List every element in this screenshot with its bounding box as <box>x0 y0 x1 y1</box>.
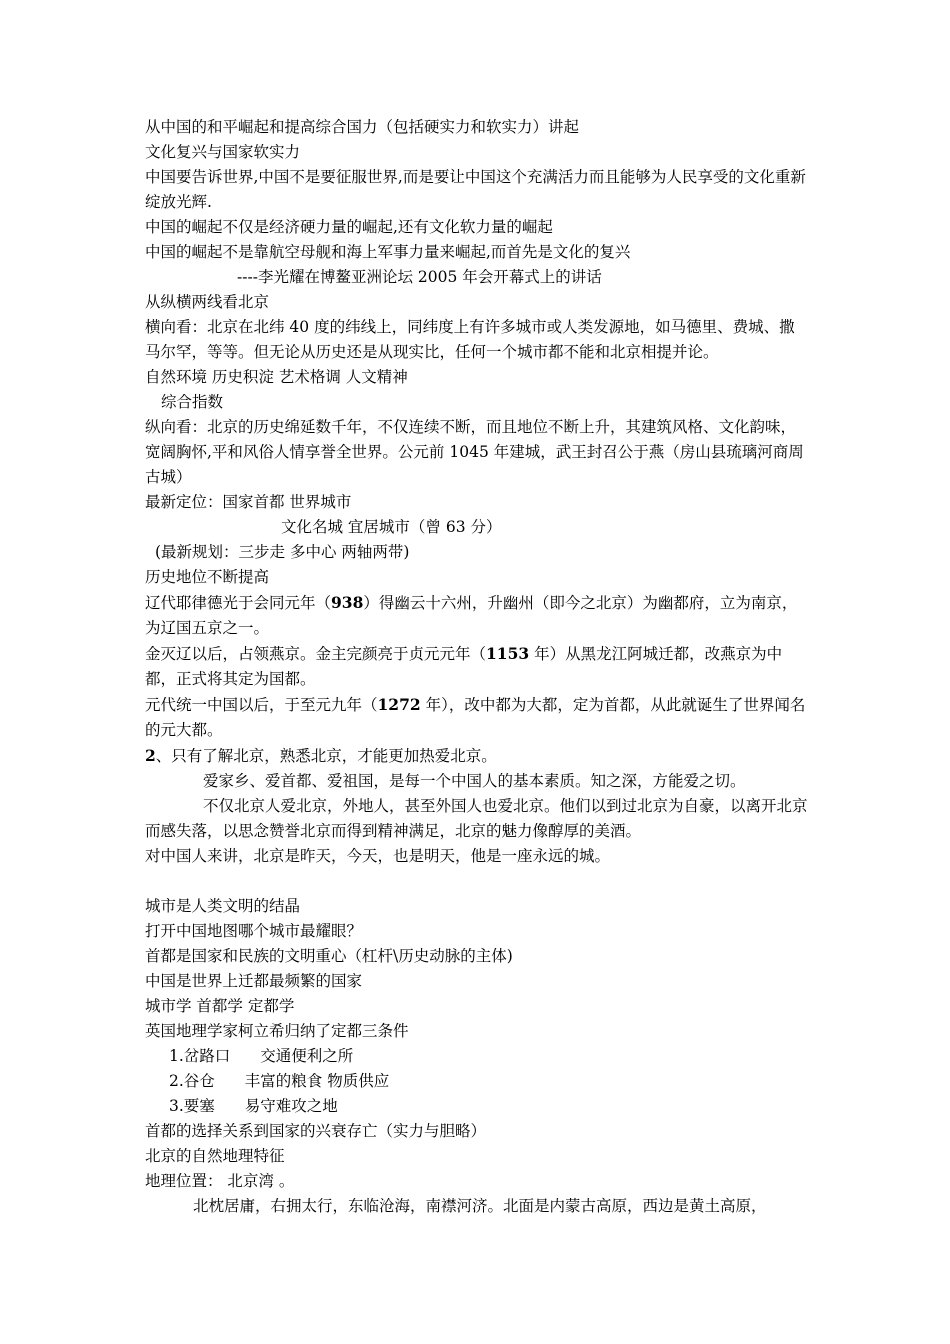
heading-line: 文化复兴与国家软实力 <box>145 143 301 161</box>
paragraph <box>145 590 810 641</box>
paragraph: 城市学 首都学 定都学 <box>145 997 295 1015</box>
section-heading: 北京的自然地理特征 <box>145 1147 285 1165</box>
text-run: ）得幽云十六州，升幽州（即今之北京）为幽都府，立为南京，为辽国五京之一。 <box>145 594 798 637</box>
year-number: 938 <box>331 593 364 612</box>
paragraph: 对中国人来讲，北京是昨天，今天，也是明天，他是一座永远的城。 <box>145 847 611 865</box>
section-heading: 从纵横两线看北京 <box>145 293 270 311</box>
text-run: 年）从黑龙江阿城迁都，改燕京为中都，正式将其定为国都。 <box>145 645 783 688</box>
document-body <box>145 115 810 1219</box>
paragraph: 中国要告诉世界,中国不是要征服世界,而是要让中国这个充满活力而且能够为人民享受的文化重新绽放光辉. <box>145 168 806 211</box>
paragraph: 地理位置： 北京湾 。 <box>145 1172 295 1190</box>
paragraph: 纵向看：北京的历史绵延数千年，不仅连续不断，而且地位不断上升，其建筑风格、文化韵味，宽阔胸怀,平和风俗人情享誉全世界。公元前 1045 年建城，武王封召公于燕（房山县琉璃河商周古城） <box>145 418 804 486</box>
list-text: 交通便利之所 <box>260 1047 354 1065</box>
paragraph: 英国地理学家柯立希归纳了定都三条件 <box>145 1022 409 1040</box>
list-label: 2.谷仓 <box>169 1072 215 1090</box>
text-run: 元代统一中国以后，于至元九年（ <box>145 696 378 714</box>
list-label: 1.岔路口 <box>169 1047 231 1065</box>
paragraph: 城市是人类文明的结晶 <box>145 897 301 915</box>
list-text: 易守难攻之地 <box>244 1097 338 1115</box>
text-run: 年），改中都为大都，定为首都，从此就诞生了世界闻名的元大都。 <box>145 696 806 739</box>
paragraph: 北枕居庸，右拥太行，东临沧海，南襟河济。北面是内蒙古高原，西边是黄土高原， <box>193 1197 767 1215</box>
paragraph: 首都的选择关系到国家的兴衰存亡（实力与胆略） <box>145 1122 487 1140</box>
paragraph: 不仅北京人爱北京，外地人，甚至外国人也爱北京。他们以到过北京为自豪，以离开北京而感失落，以思念赞誉北京而得到精神满足，北京的魅力像醇厚的美酒。 <box>145 797 808 840</box>
list-item <box>145 1094 810 1119</box>
text-run: 金灭辽以后，占领燕京。金主完颜亮于贞元元年（ <box>145 645 487 663</box>
paragraph: 爱家乡、爱首都、爱祖国，是每一个中国人的基本素质。知之深，方能爱之切。 <box>203 772 746 790</box>
list-item <box>145 1069 810 1094</box>
section-number: 2 <box>145 746 156 765</box>
paragraph: 中国的崛起不仅是经济硬力量的崛起,还有文化软力量的崛起 <box>145 218 553 236</box>
text-run: 辽代耶律德光于会同元年（ <box>145 594 332 612</box>
paragraph: (最新规划：三步走 多中心 两轴两带) <box>155 543 410 561</box>
heading-line: 从中国的和平崛起和提高综合国力（包括硬实力和软实力）讲起 <box>145 118 580 136</box>
year-number: 1272 <box>377 695 421 714</box>
paragraph: 打开中国地图哪个城市最耀眼？ <box>145 922 363 940</box>
list-text: 丰富的粮食 物质供应 <box>244 1072 390 1090</box>
paragraph <box>145 743 810 769</box>
blank-line <box>145 869 810 894</box>
list-label: 3.要塞 <box>169 1097 215 1115</box>
paragraph: 中国是世界上迁都最频繁的国家 <box>145 972 363 990</box>
paragraph: 文化名城 宜居城市（曾 63 分） <box>281 518 502 536</box>
quote-attribution: ----李光耀在博鳌亚洲论坛 2005 年会开幕式上的讲话 <box>237 268 602 286</box>
paragraph: 自然环境 历史积淀 艺术格调 人文精神 <box>145 368 408 386</box>
paragraph: 最新定位：国家首都 世界城市 <box>145 493 352 511</box>
paragraph: 综合指数 <box>161 393 224 411</box>
paragraph <box>145 641 810 692</box>
section-heading: 历史地位不断提高 <box>145 568 270 586</box>
paragraph: 首都是国家和民族的文明重心（杠杆\历史动脉的主体) <box>145 947 513 965</box>
paragraph: 横向看：北京在北纬 40 度的纬线上，同纬度上有许多城市或人类发源地，如马德里、费城、撒马尔罕，等等。但无论从历史还是从现实比，任何一个城市都不能和北京相提并论。 <box>145 318 795 361</box>
year-number: 1153 <box>486 644 530 663</box>
list-item <box>145 1044 810 1069</box>
paragraph <box>145 692 810 743</box>
text-run: 、只有了解北京，熟悉北京，才能更加热爱北京。 <box>155 747 497 765</box>
paragraph: 中国的崛起不是靠航空母舰和海上军事力量来崛起,而首先是文化的复兴 <box>145 243 631 261</box>
